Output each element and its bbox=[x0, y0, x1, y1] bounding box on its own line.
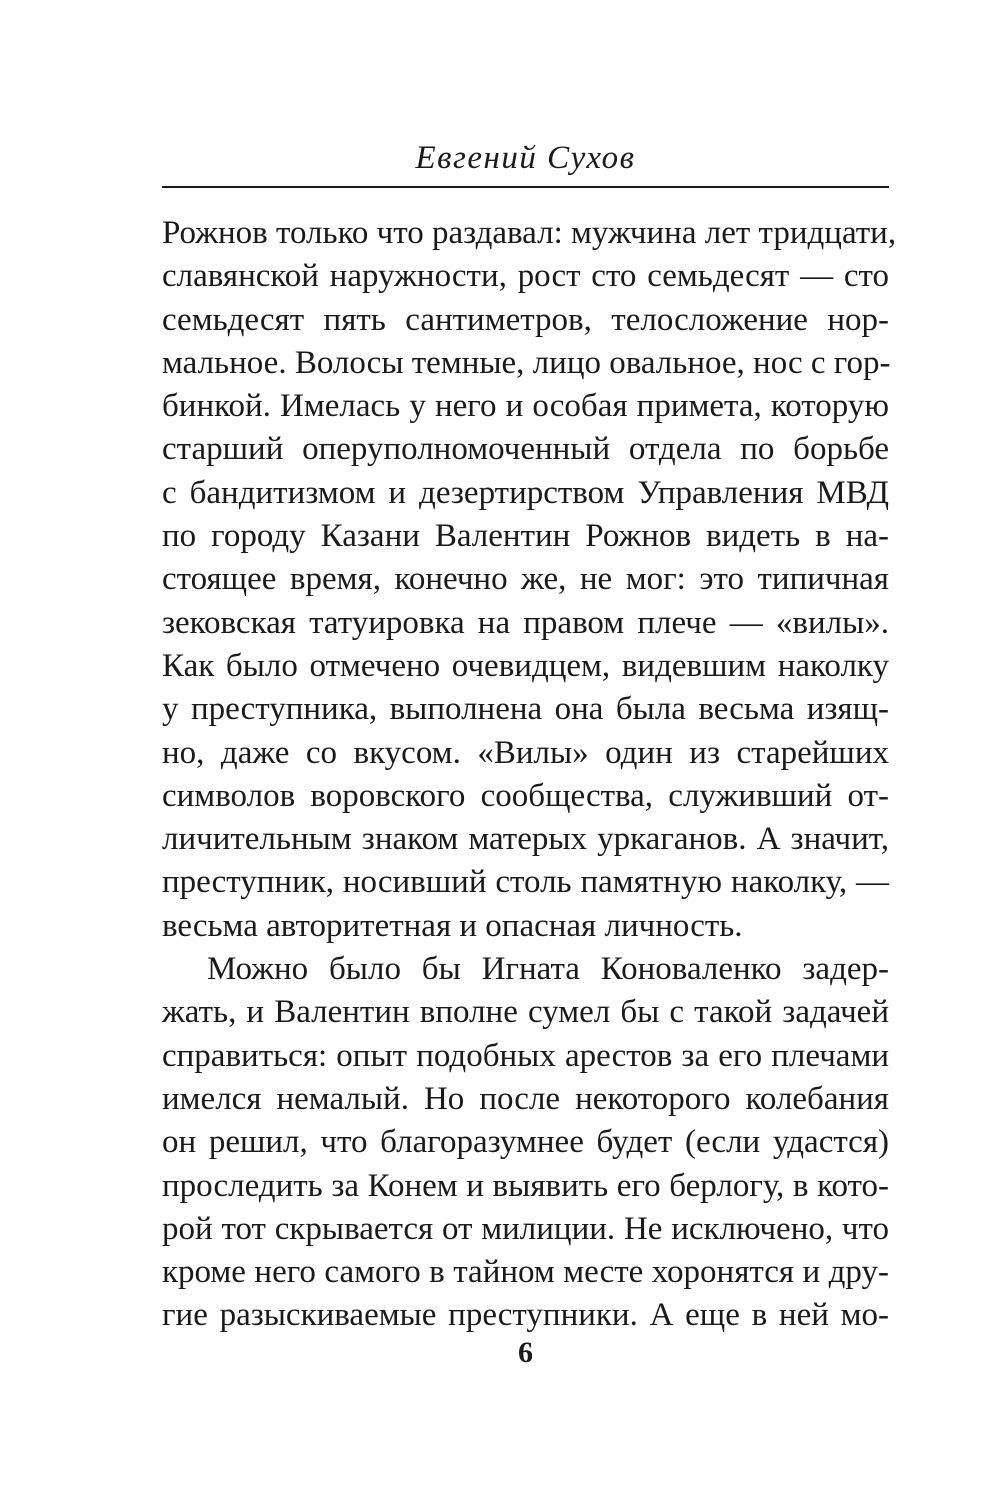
text-line: по городу Казани Валентин Рожнов видеть в на- bbox=[162, 518, 889, 555]
text-line: личительным знаком матерых уркаганов. А значит, bbox=[162, 821, 889, 858]
header-rule bbox=[162, 186, 889, 188]
text-line: Можно было бы Игната Коноваленко задер- bbox=[207, 951, 889, 988]
text-line: символов воровского сообщества, служивший от- bbox=[162, 777, 889, 814]
text-line: справиться: опыт подобных арестов за его плечами bbox=[162, 1037, 889, 1074]
text-line: с бандитизмом и дезертирством Управления МВД bbox=[162, 474, 889, 511]
text-line: славянской наружности, рост сто семьдесят — сто bbox=[162, 258, 889, 295]
text-line: рой тот скрывается от милиции. Не исключено, что bbox=[162, 1210, 889, 1247]
page-number: 6 bbox=[518, 1336, 533, 1369]
text-line: он решил, что благоразумнее будет (если удастся) bbox=[162, 1124, 889, 1161]
text-line: кроме него самого в тайном месте хоронятся и дру- bbox=[162, 1254, 889, 1291]
text-line: Как было отмечено очевидцем, видевшим наколку bbox=[162, 647, 889, 684]
text-line: весьма авторитетная и опасная личность. bbox=[162, 907, 743, 944]
text-line: имелся немалый. Но после некоторого колебания bbox=[162, 1080, 889, 1117]
text-line: жать, и Валентин вполне сумел бы с такой задачей bbox=[162, 994, 889, 1031]
text-line: преступник, носивший столь памятную наколку, — bbox=[162, 864, 889, 901]
text-line: но, даже со вкусом. «Вилы» один из старейших bbox=[162, 734, 889, 771]
text-line: мальное. Волосы темные, лицо овальное, нос с гор- bbox=[162, 344, 891, 381]
paragraph bbox=[162, 212, 897, 948]
running-head: Евгений Сухов bbox=[415, 140, 636, 176]
text-line: стоящее время, конечно же, не мог: это типичная bbox=[162, 561, 889, 598]
text-line: бинкой. Имелась у него и особая примета, которую bbox=[162, 388, 889, 425]
paragraph bbox=[162, 948, 889, 1338]
text-line: Рожнов только что раздавал: мужчина лет тридцати, bbox=[162, 215, 897, 251]
text-line: гие разыскиваемые преступники. А еще в ней мо- bbox=[162, 1297, 889, 1334]
text-line: старший оперуполномоченный отдела по борьбе bbox=[162, 431, 889, 468]
body-text bbox=[162, 212, 897, 1338]
text-line: у преступника, выполнена она была весьма изящ- bbox=[162, 691, 889, 728]
text-line: зековская татуировка на правом плече — «вилы». bbox=[162, 604, 889, 641]
text-line: проследить за Конем и выявить его берлогу, в кото- bbox=[162, 1167, 889, 1204]
text-line: семьдесят пять сантиметров, телосложение нор- bbox=[162, 301, 889, 338]
